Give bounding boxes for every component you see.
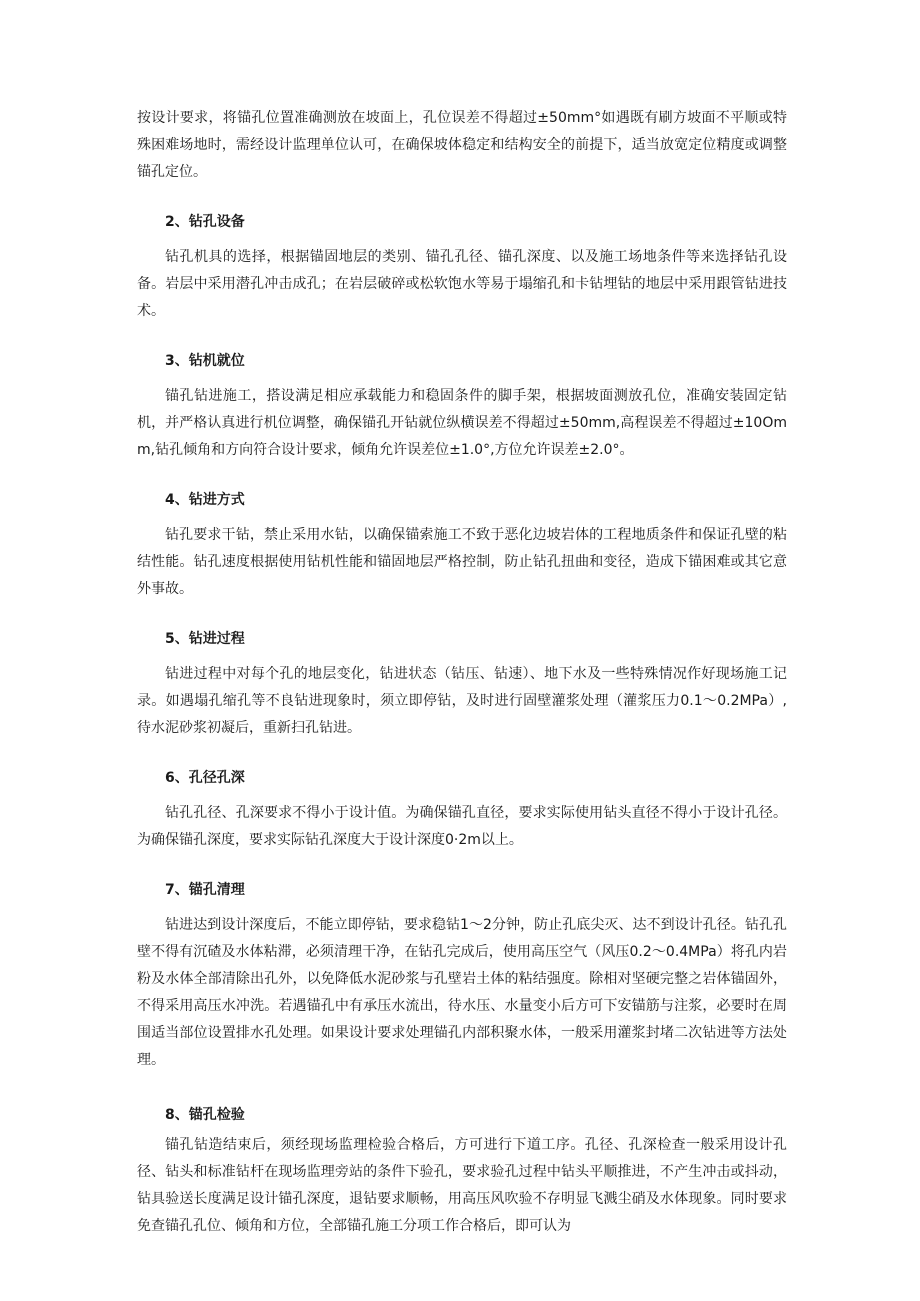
section-body-hole-cleaning: 钻进达到设计深度后，不能立即停钻，要求稳钻1〜2分钟，防止孔底尖灭、达不到设计孔径。钻孔孔壁不得有沉碴及水体粘滞，必须清理干净，在钻孔完成后，使用高压空气（风压0.2〜0.4MPa）将孔内岩粉及水体全部清除出孔外，以免降低水泥砂浆与孔壁岩土体的粘结强度。除相对坚硬完整之岩体锚固外，不得采用高压水冲洗。若遇锚孔中有承压水流出，待水压、水量变小后方可下安锚筋与注浆，必要时在周围适当部位设置排水孔处理。如果设计要求处理锚孔内部积聚水体，一般采用灌浆封堵二次钻进等方法处理。 <box>137 917 787 1068</box>
section-body-hole-inspection: 锚孔钻造结束后，须经现场监理检验合格后，方可进行下道工序。孔径、孔深检查一般采用设计孔径、钻头和标准钻杆在现场监理旁站的条件下验孔，要求验孔过程中钻头平顺推进，不产生冲击或抖动，钻具验送长度满足设计锚孔深度，退钻要求顺畅，用高压风吹验不存明显飞溅尘硝及水体现象。同时要求免查锚孔孔位、倾角和方位，全部锚孔施工分项工作合格后，即可认为 <box>137 1137 787 1234</box>
section-heading-drilling-method: 4、钻进方式 <box>165 492 245 508</box>
section-heading-hole-diameter-depth: 6、孔径孔深 <box>165 770 245 786</box>
section-body-hole-diameter-depth: 钻孔孔径、孔深要求不得小于设计值。为确保锚孔直径，要求实际使用钻头直径不得小于设计孔径。为确保锚孔深度，要求实际钻孔深度大于设计深度0·2m以上。 <box>137 805 787 848</box>
section-body-drilling-equipment: 钻孔机具的选择，根据锚固地层的类别、锚孔孔径、锚孔深度、以及施工场地条件等来选择钻孔设备。岩层中采用潜孔冲击成孔；在岩层破碎或松软饱水等易于塌缩孔和卡钻埋钻的地层中采用跟管钻进技术。 <box>137 249 787 319</box>
section-heading-drilling-process: 5、钻进过程 <box>165 631 245 647</box>
section-heading-rig-positioning: 3、钻机就位 <box>165 353 245 369</box>
section-body-drilling-process: 钻进过程中对每个孔的地层变化，钻进状态（钻压、钻速）、地下水及一些特殊情况作好现场施工记录。如遇塌孔缩孔等不良钻进现象时，须立即停钻，及时进行固壁灌浆处理（灌浆压力0.1〜0.2MPa）,待水泥砂浆初凝后，重新扫孔钻进。 <box>137 666 787 736</box>
section-heading-hole-cleaning: 7、锚孔清理 <box>165 882 245 898</box>
document-body <box>137 105 787 1240</box>
section-heading-drilling-equipment: 2、钻孔设备 <box>165 214 245 230</box>
section-body-rig-positioning: 锚孔钻进施工，搭设满足相应承载能力和稳固条件的脚手架，根据坡面测放孔位，准确安装固定钻机，并严格认真进行机位调整，确保锚孔开钻就位纵横误差不得超过±50mm,高程误差不得超过±10Omm,钻孔倾角和方向符合设计要求，倾角允许误差位±1.0°,方位允许误差±2.0°。 <box>137 388 787 458</box>
intro-paragraph: 按设计要求，将锚孔位置准确测放在坡面上，孔位误差不得超过±50mm°如遇既有刷方坡面不平顺或特殊困难场地时，需经设计监理单位认可，在确保坡体稳定和结构安全的前提下，适当放宽定位精度或调整锚孔定位。 <box>137 110 787 180</box>
section-body-drilling-method: 钻孔要求干钻，禁止采用水钻，以确保锚索施工不致于恶化边坡岩体的工程地质条件和保证孔壁的粘结性能。钻孔速度根据使用钻机性能和锚固地层严格控制，防止钻孔扭曲和变径，造成下锚困难或其它意外事故。 <box>137 527 787 597</box>
section-heading-hole-inspection: 8、锚孔检验 <box>165 1107 245 1123</box>
